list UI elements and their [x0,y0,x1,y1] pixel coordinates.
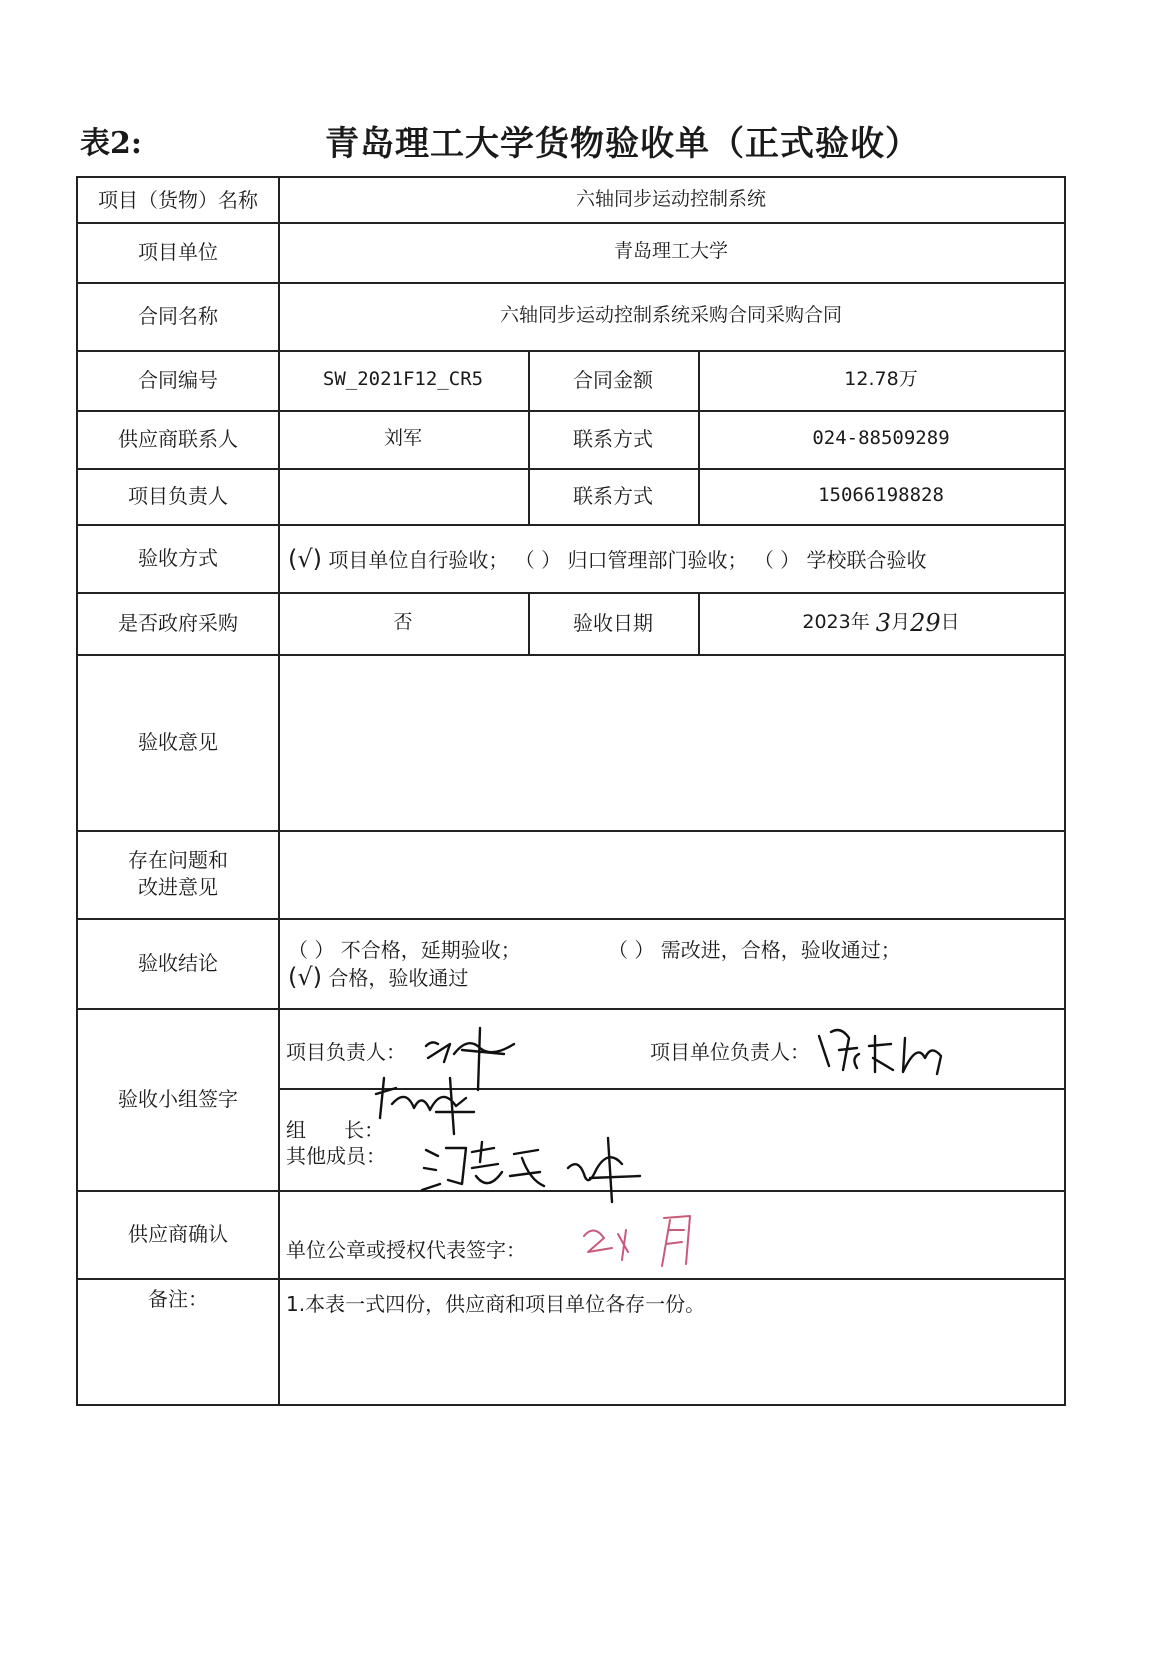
acceptance-form [76,176,1066,1406]
contract-no-label: 合同编号 [138,367,218,392]
project-lead-sign-label: 项目负责人： [286,1040,406,1064]
contract-name-value: 六轴同步运动控制系统采购合同采购合同 [499,304,842,327]
conclusion-option-3 [288,962,468,991]
project-name-value: 六轴同步运动控制系统 [575,188,766,211]
option-pass-text: 合格，验收通过 [328,966,469,990]
option-self-acceptance: 项目单位自行验收； [328,548,509,572]
supplier-phone-label: 联系方式 [573,426,653,451]
supplier-contact-value: 刘军 [383,427,422,450]
other-members-label: 其他成员： [286,1144,386,1168]
option-checkbox[interactable]: （ ） [753,548,801,572]
project-lead-label: 项目负责人 [128,483,228,508]
option-fail-text: 不合格，延期验收； [340,938,521,962]
date-month: 3 [875,608,892,637]
project-lead-value [278,468,528,524]
date-year-char: 年 [850,611,870,634]
date-day: 29 [910,608,941,637]
acceptance-date-label: 验收日期 [573,610,653,635]
seal-sign-label: 单位公章或授权代表签字： [286,1238,526,1262]
supplier-contact-label: 供应商联系人 [118,426,238,451]
unit-lead-sign-label: 项目单位负责人： [650,1040,810,1064]
opinion-label: 验收意见 [138,729,218,754]
project-name-label: 项目（货物）名称 [98,187,258,212]
gov-purchase-value: 否 [393,611,413,634]
contract-no-value: SW_2021F12_CR5 [322,368,484,391]
acceptance-method-options [288,544,927,573]
option-improve-text: 需改进，合格，验收通过； [660,938,901,962]
remarks-label: 备注： [148,1286,208,1311]
opinion-value[interactable] [278,654,1064,830]
supplier-signature [578,1206,708,1276]
option-checkbox[interactable]: （ ） [288,938,335,962]
unit-lead-signature [813,1018,953,1088]
page-title: 青岛理工大学货物验收单（正式验收） [325,124,920,164]
option-checkbox-checked[interactable]: (√) [288,963,323,991]
project-unit-label: 项目单位 [138,239,218,264]
gov-purchase-label: 是否政府采购 [118,610,238,635]
acceptance-method-label: 验收方式 [138,545,218,570]
option-joint-acceptance: 学校联合验收 [806,548,927,572]
conclusion-option-2 [608,934,901,963]
project-lead-phone-label: 联系方式 [573,483,653,508]
date-year: 2023 [802,611,851,634]
option-checkbox[interactable]: （ ） [608,938,655,962]
members-signature [418,1128,658,1208]
contract-amount-value: 12.78万 [844,368,918,391]
issues-value[interactable] [278,830,1064,918]
option-checkbox-checked[interactable]: (√) [288,545,323,573]
project-unit-value: 青岛理工大学 [613,240,728,263]
project-lead-phone-value: 15066198828 [818,484,944,507]
issues-label: 存在问题和 改进意见 [128,848,228,899]
option-checkbox[interactable]: （ ） [514,548,562,572]
contract-name-label: 合同名称 [138,303,218,328]
supplier-confirm-label: 供应商确认 [128,1221,228,1246]
conclusion-option-1 [288,934,521,963]
group-leader-label: 组 长： [286,1118,385,1142]
remarks-value: 1.本表一式四份，供应商和项目单位各存一份。 [286,1292,706,1316]
contract-amount-label: 合同金额 [573,367,653,392]
option-department-acceptance: 归口管理部门验收； [567,548,748,572]
date-month-char: 月 [891,611,911,634]
supplier-phone-value: 024-88509289 [812,427,950,450]
acceptance-date-value [698,592,1064,654]
table-number: 表2: [80,126,142,161]
conclusion-label: 验收结论 [138,950,218,975]
date-day-char: 日 [940,611,960,634]
signatures-label: 验收小组签字 [118,1086,238,1111]
